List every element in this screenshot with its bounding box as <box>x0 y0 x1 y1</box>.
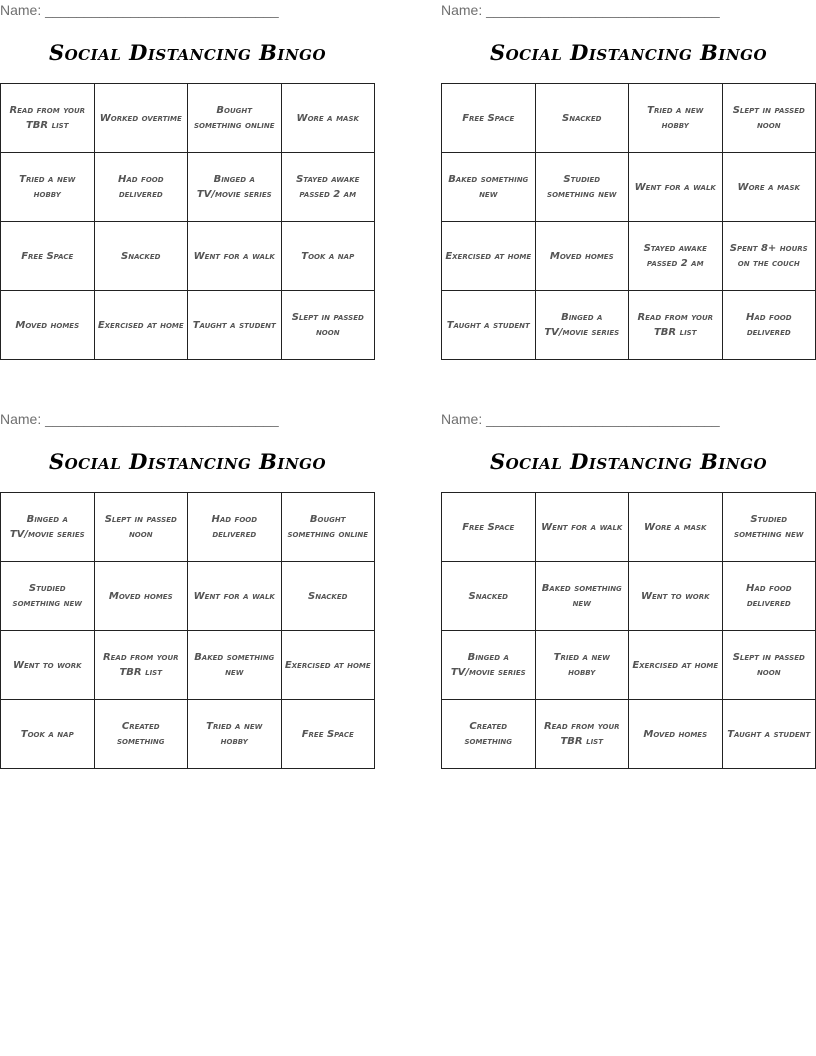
bingo-square: Went for a walk <box>188 562 282 631</box>
bingo-square: Free Space <box>1 222 95 291</box>
bingo-grid <box>441 83 816 360</box>
bingo-square: Moved homes <box>629 700 723 769</box>
bingo-square: Read from your TBR list <box>629 291 723 360</box>
bingo-square: Snacked <box>442 562 536 631</box>
bingo-square: Went to work <box>1 631 95 700</box>
bingo-square: Free Space <box>442 84 536 153</box>
bingo-square: Slept in passed noon <box>94 493 188 562</box>
card-title: Social Distancing Bingo <box>489 449 768 474</box>
bingo-square: Moved homes <box>535 222 629 291</box>
bingo-square: Wore a mask <box>629 493 723 562</box>
bingo-row <box>1 700 375 769</box>
bingo-row <box>442 562 816 631</box>
bingo-square: Worked overtime <box>94 84 188 153</box>
bingo-square: Taught a student <box>722 700 816 769</box>
bingo-square: Tried a new hobby <box>629 84 723 153</box>
bingo-square: Went for a walk <box>629 153 723 222</box>
bingo-square: Tried a new hobby <box>1 153 95 222</box>
bingo-square: Slept in passed noon <box>281 291 375 360</box>
bingo-row <box>1 631 375 700</box>
bingo-square: Read from your TBR list <box>535 700 629 769</box>
bingo-square: Binged a TV/movie series <box>1 493 95 562</box>
bingo-square: Exercised at home <box>94 291 188 360</box>
bingo-square: Bought something online <box>281 493 375 562</box>
bingo-square: Had food delivered <box>188 493 282 562</box>
bingo-square: Went for a walk <box>535 493 629 562</box>
bingo-square: Snacked <box>281 562 375 631</box>
name-field-label: Name: ______________________________ <box>441 411 720 427</box>
bingo-square: Studied something new <box>1 562 95 631</box>
bingo-grid <box>0 83 375 360</box>
bingo-square: Stayed awake passed 2 am <box>629 222 723 291</box>
bingo-square: Binged a TV/movie series <box>535 291 629 360</box>
bingo-row <box>442 222 816 291</box>
bingo-square: Wore a mask <box>722 153 816 222</box>
bingo-square: Created something <box>94 700 188 769</box>
bingo-row <box>442 291 816 360</box>
bingo-card-4 <box>441 409 816 774</box>
bingo-square: Snacked <box>94 222 188 291</box>
bingo-row <box>1 562 375 631</box>
bingo-card-2 <box>441 0 816 365</box>
bingo-square: Spent 8+ hours on the couch <box>722 222 816 291</box>
bingo-square: Slept in passed noon <box>722 84 816 153</box>
bingo-grid <box>441 492 816 769</box>
bingo-row <box>1 153 375 222</box>
bingo-square: Free Space <box>442 493 536 562</box>
bingo-row <box>442 84 816 153</box>
bingo-square: Created something <box>442 700 536 769</box>
bingo-row <box>1 291 375 360</box>
name-field-label: Name: ______________________________ <box>0 411 279 427</box>
bingo-square: Had food delivered <box>722 562 816 631</box>
bingo-square: Baked something new <box>535 562 629 631</box>
bingo-square: Read from your TBR list <box>1 84 95 153</box>
bingo-square: Took a nap <box>281 222 375 291</box>
bingo-square: Had food delivered <box>722 291 816 360</box>
bingo-square: Wore a mask <box>281 84 375 153</box>
bingo-square: Bought something online <box>188 84 282 153</box>
card-title: Social Distancing Bingo <box>48 40 327 65</box>
bingo-row <box>442 631 816 700</box>
bingo-row <box>442 493 816 562</box>
bingo-square: Moved homes <box>1 291 95 360</box>
bingo-square: Baked something new <box>188 631 282 700</box>
bingo-row <box>1 222 375 291</box>
bingo-square: Went for a walk <box>188 222 282 291</box>
bingo-square: Studied something new <box>722 493 816 562</box>
bingo-square: Taught a student <box>442 291 536 360</box>
bingo-square: Took a nap <box>1 700 95 769</box>
bingo-square: Exercised at home <box>442 222 536 291</box>
bingo-square: Binged a TV/movie series <box>442 631 536 700</box>
bingo-square: Studied something new <box>535 153 629 222</box>
bingo-square: Taught a student <box>188 291 282 360</box>
card-title: Social Distancing Bingo <box>489 40 768 65</box>
name-field-label: Name: ______________________________ <box>0 2 279 18</box>
bingo-row <box>1 84 375 153</box>
bingo-row <box>442 700 816 769</box>
bingo-square: Binged a TV/movie series <box>188 153 282 222</box>
bingo-card-3 <box>0 409 375 774</box>
name-field-label: Name: ______________________________ <box>441 2 720 18</box>
bingo-square: Free Space <box>281 700 375 769</box>
bingo-square: Tried a new hobby <box>188 700 282 769</box>
bingo-square: Exercised at home <box>629 631 723 700</box>
bingo-square: Baked something new <box>442 153 536 222</box>
bingo-square: Slept in passed noon <box>722 631 816 700</box>
bingo-row <box>442 153 816 222</box>
bingo-card-1 <box>0 0 375 365</box>
bingo-square: Read from your TBR list <box>94 631 188 700</box>
bingo-square: Snacked <box>535 84 629 153</box>
bingo-square: Moved homes <box>94 562 188 631</box>
bingo-square: Exercised at home <box>281 631 375 700</box>
bingo-square: Stayed awake passed 2 am <box>281 153 375 222</box>
card-title: Social Distancing Bingo <box>48 449 327 474</box>
bingo-row <box>1 493 375 562</box>
bingo-square: Tried a new hobby <box>535 631 629 700</box>
bingo-grid <box>0 492 375 769</box>
bingo-square: Went to work <box>629 562 723 631</box>
bingo-square: Had food delivered <box>94 153 188 222</box>
